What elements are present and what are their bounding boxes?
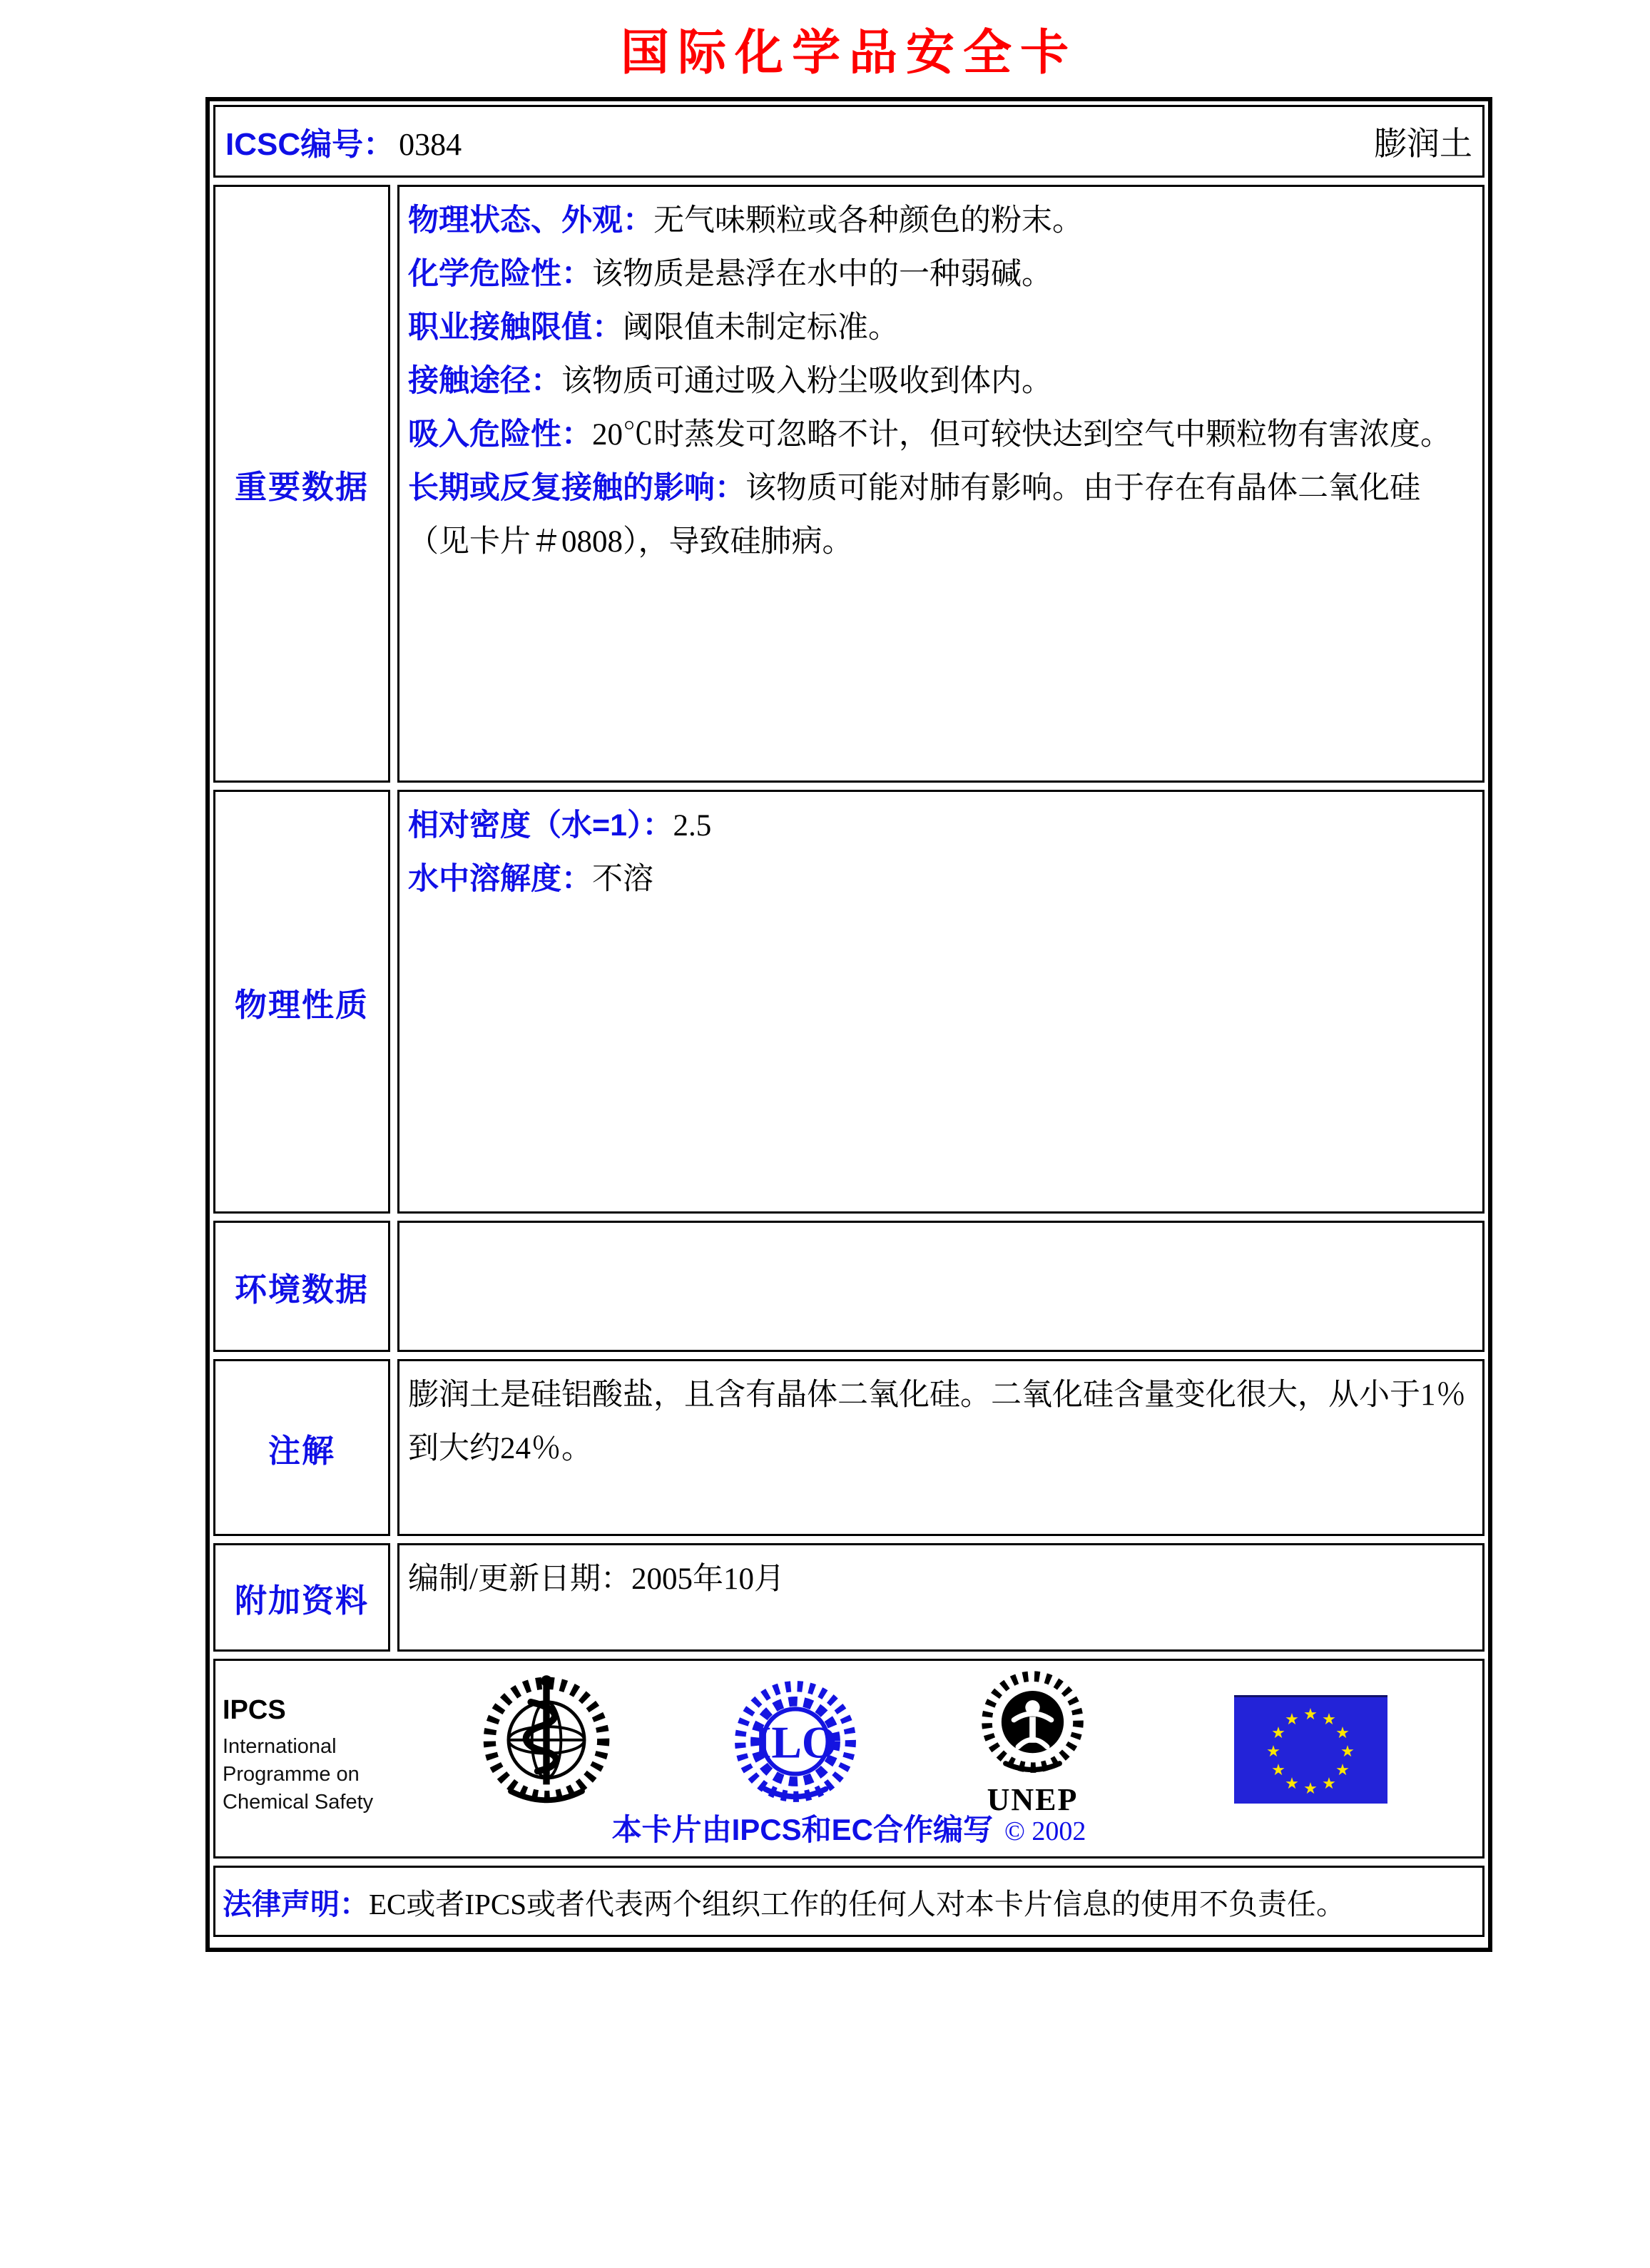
copyright-text: © 2002 <box>1004 1816 1086 1846</box>
data-line: 相对密度（水=1）：2.5 <box>408 808 712 843</box>
icsc-number <box>225 118 462 164</box>
legal-text: EC或者IPCS或者代表两个组织工作的任何人对本卡片信息的使用不负责任。 <box>369 1887 1345 1921</box>
unep-label: UNEP <box>987 1782 1079 1817</box>
section-label-cell <box>213 790 390 1214</box>
legal-label: 法律声明： <box>223 1887 369 1921</box>
section-important-data <box>213 185 1485 783</box>
data-line: 水中溶解度：不溶 <box>408 862 653 896</box>
data-line: 化学危险性：该物质是悬浮在水中的一种弱碱。 <box>408 257 1052 291</box>
chemical-name: 膨润土 <box>1374 126 1472 162</box>
who-logo-icon <box>479 1671 613 1814</box>
section-label-environment: 环境数据 <box>234 1271 369 1308</box>
data-line: 吸入危险性：20℃时蒸发可忽略不计，但可较快达到空气中颗粒物有害浓度。 <box>408 417 1451 452</box>
section-label-additional: 附加资料 <box>234 1582 369 1619</box>
notes-content <box>397 1359 1485 1536</box>
section-physical-properties <box>213 790 1485 1214</box>
additional-info-text: 编制/更新日期：2005年10月 <box>408 1562 785 1596</box>
legal-disclaimer-row <box>213 1866 1485 1937</box>
data-line: 物理状态、外观：无气味颗粒或各种颜色的粉末。 <box>408 203 1083 238</box>
section-label-cell <box>213 1221 390 1352</box>
data-line: 接触途径：该物质可通过吸入粉尘吸收到体内。 <box>408 364 1052 398</box>
section-additional-info <box>213 1543 1485 1652</box>
ipcs-line: International <box>223 1735 337 1758</box>
ipcs-line: Chemical Safety <box>223 1791 374 1814</box>
data-line: 职业接触限值：阈限值未制定标准。 <box>408 310 899 345</box>
section-label-notes: 注解 <box>268 1432 335 1469</box>
section-label-physical: 物理性质 <box>234 986 369 1023</box>
credit-text: 本卡片由IPCS和EC合作编写 <box>611 1813 993 1846</box>
additional-info-content <box>397 1543 1485 1652</box>
icsc-number-value: 0384 <box>399 127 462 162</box>
footer-logos-row <box>213 1659 1485 1858</box>
section-environmental-data <box>213 1221 1485 1352</box>
section-label-important: 重要数据 <box>234 468 369 505</box>
environmental-data-content <box>397 1221 1485 1352</box>
eu-flag-icon: ★ ★ ★ ★ ★ ★ ★ ★ ★ ★ ★ ★ <box>1234 1695 1387 1804</box>
ipcs-text-block <box>223 1695 373 1816</box>
header-row <box>213 105 1485 178</box>
unep-logo-block <box>970 1668 1095 1818</box>
data-line: 长期或反复接触的影响：该物质可能对肺有影响。由于存在有晶体二氧化硅（见卡片＃0808），导致硅肺病。 <box>408 471 1420 559</box>
page-title: 国际化学品安全卡 <box>620 24 1077 81</box>
card-frame <box>205 97 1492 1952</box>
ilo-logo-icon <box>730 1674 860 1814</box>
section-label-cell <box>213 185 390 783</box>
section-label-cell <box>213 1359 390 1536</box>
ipcs-acronym: IPCS <box>223 1695 286 1725</box>
physical-properties-content <box>397 790 1485 1214</box>
svg-text:ILO: ILO <box>753 1717 837 1768</box>
icsc-number-label: ICSC编号： <box>225 127 395 162</box>
credit-line <box>215 1806 1482 1849</box>
unep-logo-icon <box>970 1668 1095 1782</box>
important-data-content <box>397 185 1485 783</box>
notes-text: 膨润土是硅铝酸盐，且含有晶体二氧化硅。二氧化硅含量变化很大，从小于1％到大约24％。 <box>408 1378 1467 1465</box>
section-label-cell <box>213 1543 390 1652</box>
ipcs-line: Programme on <box>223 1763 360 1786</box>
section-notes <box>213 1359 1485 1536</box>
